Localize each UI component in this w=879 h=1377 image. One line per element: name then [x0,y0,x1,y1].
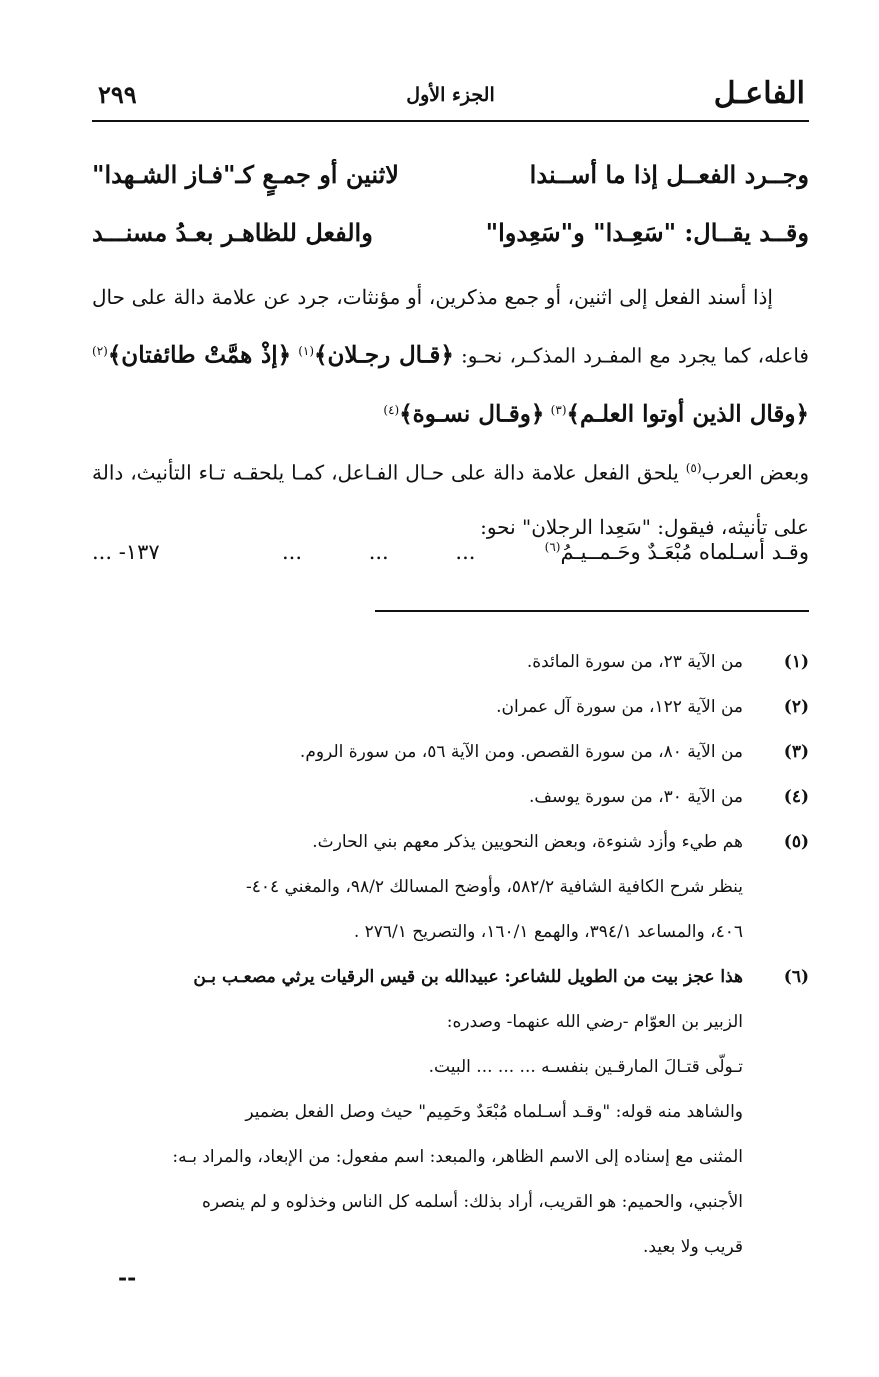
footnote-line: من الآية ٢٣، من سورة المائدة. [526,652,743,672]
poem-number: ١٣٧- ... [92,540,160,564]
verse-hemistich-left: والفعل للظاهـر بعـدُ مسنـــد [92,218,373,247]
footnote-line: من الآية ٨٠، من سورة القصص. ومن الآية ٥٦، من سورة الروم. [299,742,743,762]
footnote-separator [375,610,809,612]
footnote-ref: (٣) [550,402,567,417]
footnote [92,730,809,775]
footnote-ref: (٢) [92,344,108,358]
verse-hemistich-right: وقــد يقــال: "سَعِـدا" و"سَعِدوا" [485,218,809,247]
footnote-line: هم طيء وأزد شنوءة، وبعض النحويين يذكر معهم بني الحارث. [312,832,743,852]
poem-text [545,540,809,564]
footnote-number: (١) [783,652,809,672]
footnote-number: (٣) [783,742,809,762]
footnote-number: (٢) [783,697,809,717]
footnote [92,955,809,1270]
quran-quote: ﴿وقال الذين أوتوا العلـم﴾ [566,400,809,428]
volume-label: الجزء الأول [406,84,495,106]
paragraph-2 [92,441,809,554]
text-line: إذا أسند الفعل إلى اثنين، أو جمع مذكرين، أو مؤنثات، جرد عن علامة [211,285,773,309]
footnote-number: (٥) [783,832,809,852]
footnote-line: المثنى مع إسناده إلى الاسم الظاهر، والمبعد: اسم مفعول: من الإبعاد، والمراد بـه: [172,1147,743,1167]
quran-quote: ﴿إذْ همَّتْ طائفتان﴾ [107,341,292,369]
paragraph-1 [92,270,809,441]
footnote-line: والشاهد منه قوله: "وقـد أسـلماه مُبْعَدٌ وحَمِيم" حيث وصل الفعل بضمير [245,1102,743,1122]
footnote-line: ينظر شرح الكافية الشافية ٥٨٢/٢، وأوضح المسالك ٩٨/٢، والمغني ٤٠٤- [246,877,743,897]
footnote-ref: (١) [298,344,315,358]
footnote-line: قريب ولا بعيد. [642,1237,743,1257]
footnotes [92,640,809,1270]
footnote-line: الأجنبي، والحميم: هو القريب، أراد بذلك: أسلمه كل الناس وخذلوه و لم ينصره [201,1192,743,1212]
footnote-line: هذا عجز بيت من الطويل للشاعر: عبيدالله بن قيس الرقيات يرثي مصعـب بـن [193,967,743,987]
poem-ellipsis: ... ... ... [282,540,476,564]
footnote-line: من الآية ١٢٢، من سورة آل عمران. [496,697,743,717]
page-number: ٢٩٩ [98,80,137,109]
poem-hemistich: وقـد أسـلماه مُبْعَـدٌ وحَـمــيـمُ [560,540,809,564]
footnote [92,820,809,955]
end-mark: -- [118,1265,137,1291]
footnote-number: (٦) [783,967,809,987]
verse-line-2 [92,218,809,258]
main-text [92,270,809,554]
poem-line [92,540,809,584]
text-line: دالة على حال فاعله، كما يجرد مع المفـرد المذكـر، نحـو: [92,285,809,368]
footnote-number: (٤) [783,787,809,807]
verse-hemistich-right: وجــرد الفعــل إذا ما أســندا [529,160,809,189]
page-header [92,76,809,122]
verse-line-1 [92,160,809,200]
footnote-line: الزبير بن العوّام -رضي الله عنهما- وصدره: [446,1012,743,1032]
footnote-line: من الآية ٣٠، من سورة يوسف. [528,787,743,807]
footnote [92,775,809,820]
quran-quote: ﴿وقـال نسـوة﴾ [399,400,545,428]
chapter-title: الفاعـل [713,76,805,111]
footnote [92,640,809,685]
verse-hemistich-left: لاثنين أو جمـعٍ كـ"فـاز الشـهدا" [92,160,399,189]
footnote-line: ٤٠٦، والمساعد ٣٩٤/١، والهمع ١٦٠/١، والتصريح ٢٧٦/١ . [353,922,743,942]
footnote-ref: (٤) [383,402,400,417]
footnote [92,685,809,730]
footnote-ref: (٥) [685,461,702,476]
text-line: التأنيث، دالة على تأنيثه، فيقول: "سَعِدا الرجلان" نحو: [92,460,809,539]
footnote-ref: (٦) [544,540,561,554]
footnote-line: تـولّى قتـالَ المارقـين بنفسـه ... ... ... البيت. [428,1057,743,1077]
text-line: يلحق الفعل علامة دالة على حـال الفـاعل، كمـا يلحقـه تـاء [198,460,686,485]
quran-quote: ﴿قـال رجـلان﴾ [314,341,454,369]
text-line: وبعض العرب [701,460,809,485]
